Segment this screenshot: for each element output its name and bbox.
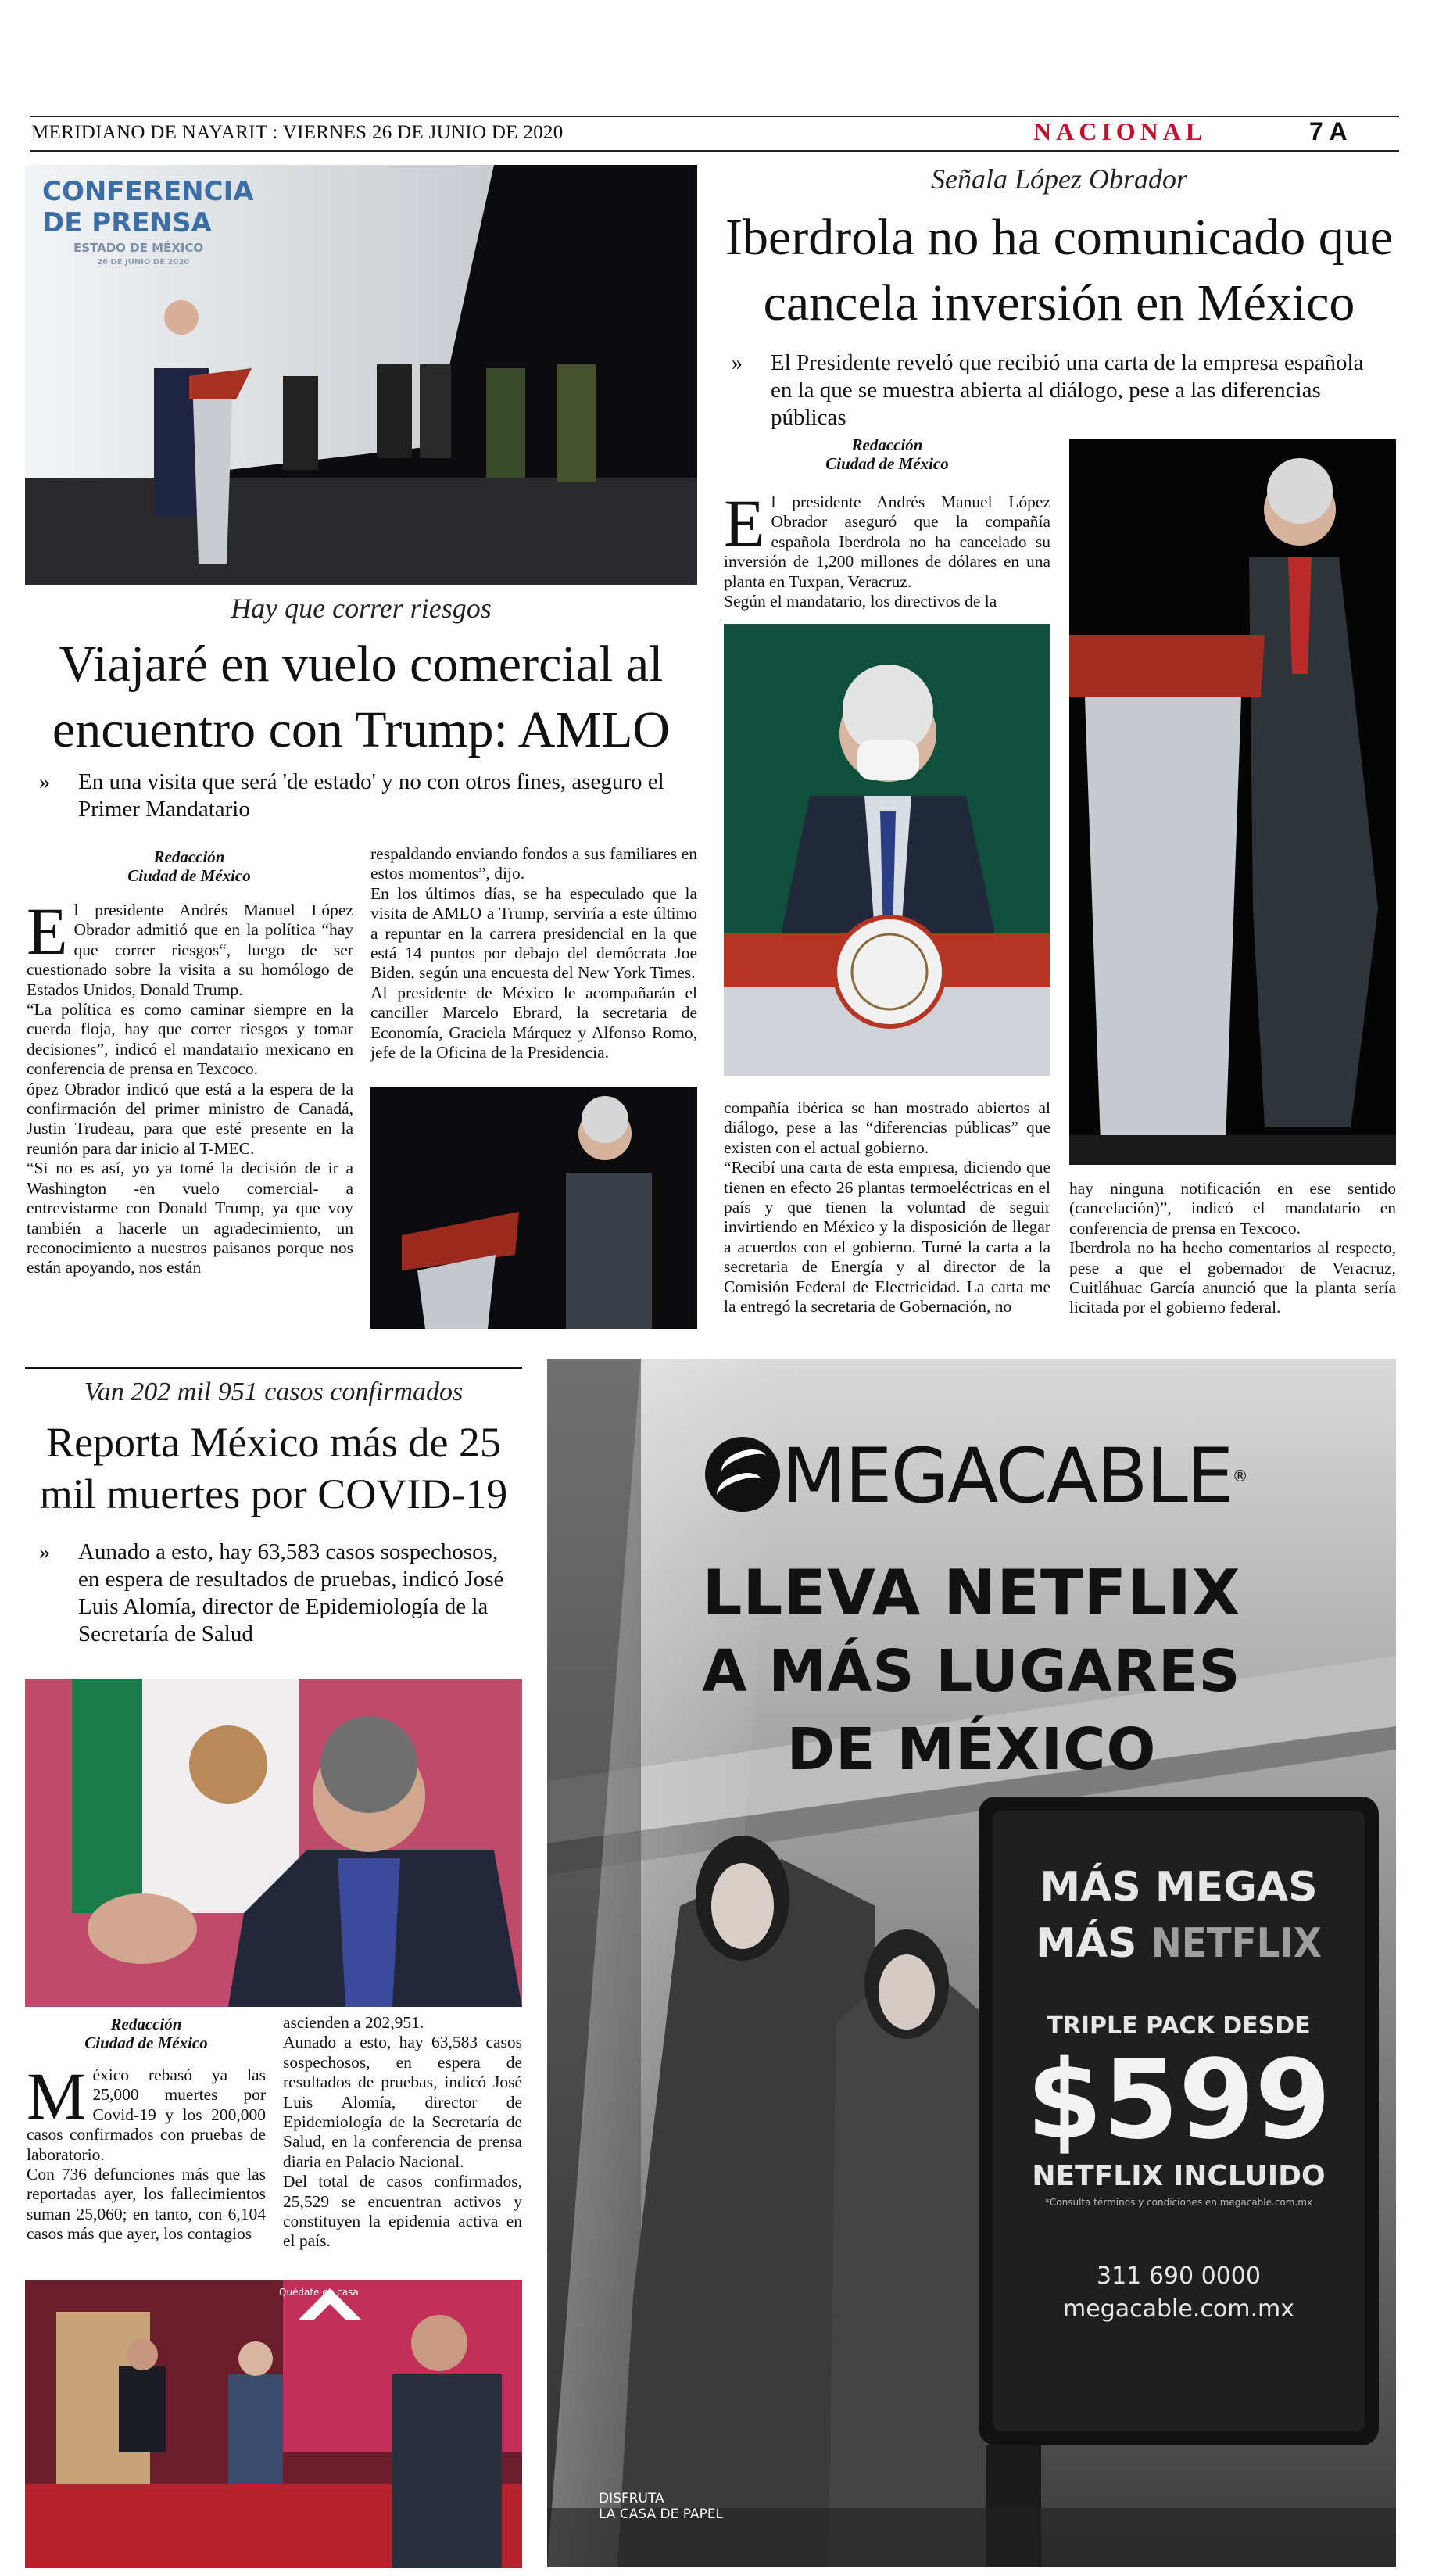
ad-phone: 311 690 0000	[1097, 2263, 1261, 2290]
iberdrola-p1: l presidente Andrés Manuel López Obrador aseguró que la compañía española Iberdrola no ha cancelado su inversión de 1,200 millones de dólares en una planta en Tuxpan, Veracruz.	[724, 493, 1050, 591]
amlo-headline-line-1: Viajaré en vuelo comercial al	[59, 636, 664, 693]
amlo-p5: respaldando enviando fondos a sus familiares en estos momentos”, dijo.	[370, 844, 697, 883]
photo-official-mask	[724, 624, 1050, 1076]
covid-byline	[25, 2015, 267, 2052]
ad-headline-line-2: A MÁS LUGARES	[702, 1638, 1241, 1705]
amlo-p3: ópez Obrador indicó que está a la espera de la confirmación del primer ministro de Canadá, Justin Trudeau, para que esté presente en la reunión para dar inicio al T-MEC.	[27, 1079, 353, 1158]
covid-p1: éxico rebasó ya las 25,000 muertes por Covid-19 y los 200,000 casos confirmados con pruebas de laboratorio.	[27, 2065, 266, 2164]
ad-disfruta-line-1: DISFRUTA	[599, 2491, 664, 2506]
ad-headline-line-1: LLEVA NETFLIX	[702, 1557, 1241, 1629]
covid-bullet	[39, 1539, 505, 1648]
bullet-mark: »	[39, 1540, 50, 1564]
amlo-body-col-1	[27, 894, 353, 1278]
covid-kicker: Van 202 mil 951 casos confirmados	[84, 1378, 464, 1406]
megacable-brand	[782, 1432, 1247, 1520]
amlo-byline	[25, 847, 353, 885]
covid-p4: Aunado a esto, hay 63,583 casos sospechosos, en espera de resultados de pruebas, indicó José Luis Alomía, director de Epidemiología de la Secretaría de Salud, en la conferencia de prensa diaria en Palacio Nacional.	[283, 2033, 522, 2171]
iberdrola-p3: compañía ibérica se han mostrado abiertos al diálogo, pese a las “diferencias públicas” que existen con el actual gobierno.	[724, 1098, 1050, 1157]
covid-body-col-2	[283, 2013, 522, 2252]
banner-line-2: DE PRENSA	[42, 207, 212, 238]
ad-screen	[993, 1859, 1365, 2327]
covid-p2: Con 736 defunciones más que las reportadas ayer, los fallecimientos suman 25,060; en tanto, con 6,104 casos más que ayer, los contagios	[27, 2165, 266, 2244]
byline-city: Ciudad de México	[825, 454, 949, 473]
iberdrola-headline-line-2: cancela inversión en México	[763, 274, 1355, 331]
banner-line-3: ESTADO DE MÉXICO	[73, 241, 204, 255]
ad-headline	[547, 1554, 1396, 1789]
byline-city: Ciudad de México	[127, 866, 251, 885]
byline-name: Redacción	[110, 2015, 182, 2033]
iberdrola-p4: “Recibí una carta de esta empresa, diciendo que tienen en efecto 26 plantas termoeléctricas en el país y que tienen la voluntad de seguir invirtiendo en México y la disposición de llegar a acuerdos con el gobierno. Turné la carta a la secretaria de Energía y al director de la Comisión Federal de Electricidad. La carta me la entregó la secretaria de Gobernación, no	[724, 1158, 1050, 1317]
covid-headline-line-2: mil muertes por COVID-19	[39, 1471, 508, 1517]
amlo-headline-line-2: encuentro con Trump: AMLO	[52, 701, 671, 758]
iberdrola-bullet	[732, 349, 1373, 432]
brand-name: MEGACABLE	[782, 1432, 1233, 1520]
iberdrola-headline	[714, 205, 1404, 336]
amlo-p2: “La política es como caminar siempre en la cuerda floja, hay que correr riesgos y tomar decisiones”, indicó el mandatario mexicano en conferencia de prensa en Texcoco.	[27, 1000, 353, 1079]
ad-disfruta	[599, 2491, 723, 2522]
iberdrola-byline	[723, 435, 1051, 473]
bullet-mark: »	[732, 351, 743, 375]
iberdrola-bullet-text: El Presidente reveló que recibió una carta de la empresa española en la que se muestra abierta al diálogo, pese a las diferencias públicas	[771, 350, 1364, 430]
covid-body-col-1	[27, 2058, 266, 2245]
iberdrola-p2: Según el mandatario, los directivos de la	[724, 592, 997, 611]
amlo-drop-cap: E	[27, 894, 68, 969]
amlo-headline	[16, 632, 707, 763]
ad-mas: MÁS	[1036, 1920, 1137, 1967]
covid-headline	[16, 1417, 532, 1520]
ad-netflix-included: NETFLIX INCLUIDO	[1032, 2160, 1326, 2192]
ad-web: megacable.com.mx	[1063, 2295, 1294, 2323]
bullet-mark: »	[39, 770, 50, 794]
header-page-number: 7 A	[1309, 117, 1348, 145]
covid-p5: Del total de casos confirmados, 25,529 se encuentran activos y constituyen la epidemia activa en el país.	[283, 2172, 522, 2251]
ad-pack: TRIPLE PACK DESDE	[1047, 2012, 1311, 2040]
byline-name: Redacción	[153, 847, 225, 866]
ad-mas-netflix	[993, 1915, 1365, 1972]
photo-amlo-podium-tall	[1069, 439, 1396, 1165]
photo-amlo-podium-small	[370, 1087, 697, 1329]
ad-mas-megas: MÁS MEGAS	[1040, 1864, 1318, 1911]
ad-price: $599	[1026, 2037, 1331, 2164]
banner-line-1: CONFERENCIA	[42, 176, 254, 207]
amlo-p6: En los últimos días, se ha especulado que la visita de AMLO a Trump, serviría a este último a repuntar en la carrera presidencial en la que está 14 puntos por debajo del demócrata Joe Biden, según una encuesta del New York Times.	[370, 883, 697, 983]
amlo-p7: Al presidente de México le acompañarán el canciller Marcelo Ebrard, la secretaria de Economía, Graciela Márquez y Alfonso Romo, jefe de la Oficina de la Presidencia.	[370, 983, 697, 1062]
header-date-line: MERIDIANO DE NAYARIT : VIERNES 26 DE JUNIO DE 2020	[31, 122, 564, 143]
amlo-body-col-2	[370, 844, 697, 1062]
header-section-name: NACIONAL	[1033, 117, 1208, 145]
amlo-bullet-text: En una visita que será 'de estado' y no con otros fines, aseguro el Primer Mandatario	[78, 769, 664, 822]
photo-label-quedate: Quédate en casa	[279, 2287, 359, 2298]
photo-palacio-nacional	[25, 2280, 522, 2568]
ad-megacable	[547, 1359, 1396, 2567]
covid-drop-cap: M	[27, 2058, 87, 2134]
ad-headline-line-3: DE MÉXICO	[786, 1716, 1157, 1783]
byline-name: Redacción	[851, 435, 923, 454]
covid-p3: ascienden a 202,951.	[283, 2013, 424, 2032]
iberdrola-headline-line-1: Iberdrola no ha comunicado que	[725, 209, 1393, 266]
iberdrola-p6: Iberdrola no ha hecho comentarios al respecto, pese a que el gobernador de Veracruz, Cuitláhuac García anunció que la planta sería licitada por el gobierno federal.	[1069, 1238, 1396, 1317]
covid-bullet-text: Aunado a esto, hay 63,583 casos sospechosos, en espera de resultados de pruebas, indicó José Luis Alomía, director de Epidemiología de la Secretaría de Salud	[78, 1539, 504, 1646]
covid-top-rule	[25, 1367, 522, 1369]
amlo-p4: “Si no es así, yo ya tomé la decisión de ir a Washington -en vuelo comercial- a entrevistarme con Donald Trump, ya que voy también a hacerle un agradecimiento, un reconocimiento a nuestros paisanos porque nos están apoyando, nos están	[27, 1159, 353, 1277]
photo-press-conference	[25, 165, 697, 585]
iberdrola-kicker: Señala López Obrador	[930, 163, 1187, 195]
iberdrola-p5: hay ninguna notificación en ese sentido (cancelación)”, indicó el mandatario en conferencia de prensa en Texcoco.	[1069, 1179, 1396, 1238]
iberdrola-body-col-1-bottom	[724, 1098, 1050, 1317]
banner-line-4: 26 DE JUNIO DE 2020	[97, 258, 190, 267]
iberdrola-drop-cap: E	[724, 485, 765, 561]
ad-disfruta-line-2: LA CASA DE PAPEL	[599, 2506, 724, 2522]
byline-city: Ciudad de México	[84, 2033, 208, 2052]
iberdrola-body-col-2	[1069, 1179, 1396, 1318]
photo-lopez-gatell	[25, 1679, 522, 2007]
ad-netflix-word: NETFLIX	[1151, 1920, 1322, 1967]
ad-fineprint: *Consulta términos y condiciones en megacable.com.mx	[1044, 2197, 1313, 2208]
amlo-kicker: Hay que correr riesgos	[231, 593, 492, 624]
amlo-bullet	[39, 769, 680, 823]
covid-headline-line-1: Reporta México más de 25	[46, 1419, 501, 1466]
amlo-p1: l presidente Andrés Manuel López Obrador admitió que en la política “hay que correr riesgos“, luego de ser cuestionado sobre la visita a su homólogo de Estados Unidos, Donald Trump.	[27, 901, 353, 999]
iberdrola-body-col-1-top	[724, 485, 1050, 611]
megacable-logo-icon	[705, 1437, 780, 1512]
header-bottom-rule	[30, 150, 1399, 152]
brand-registered: ®	[1232, 1467, 1247, 1485]
